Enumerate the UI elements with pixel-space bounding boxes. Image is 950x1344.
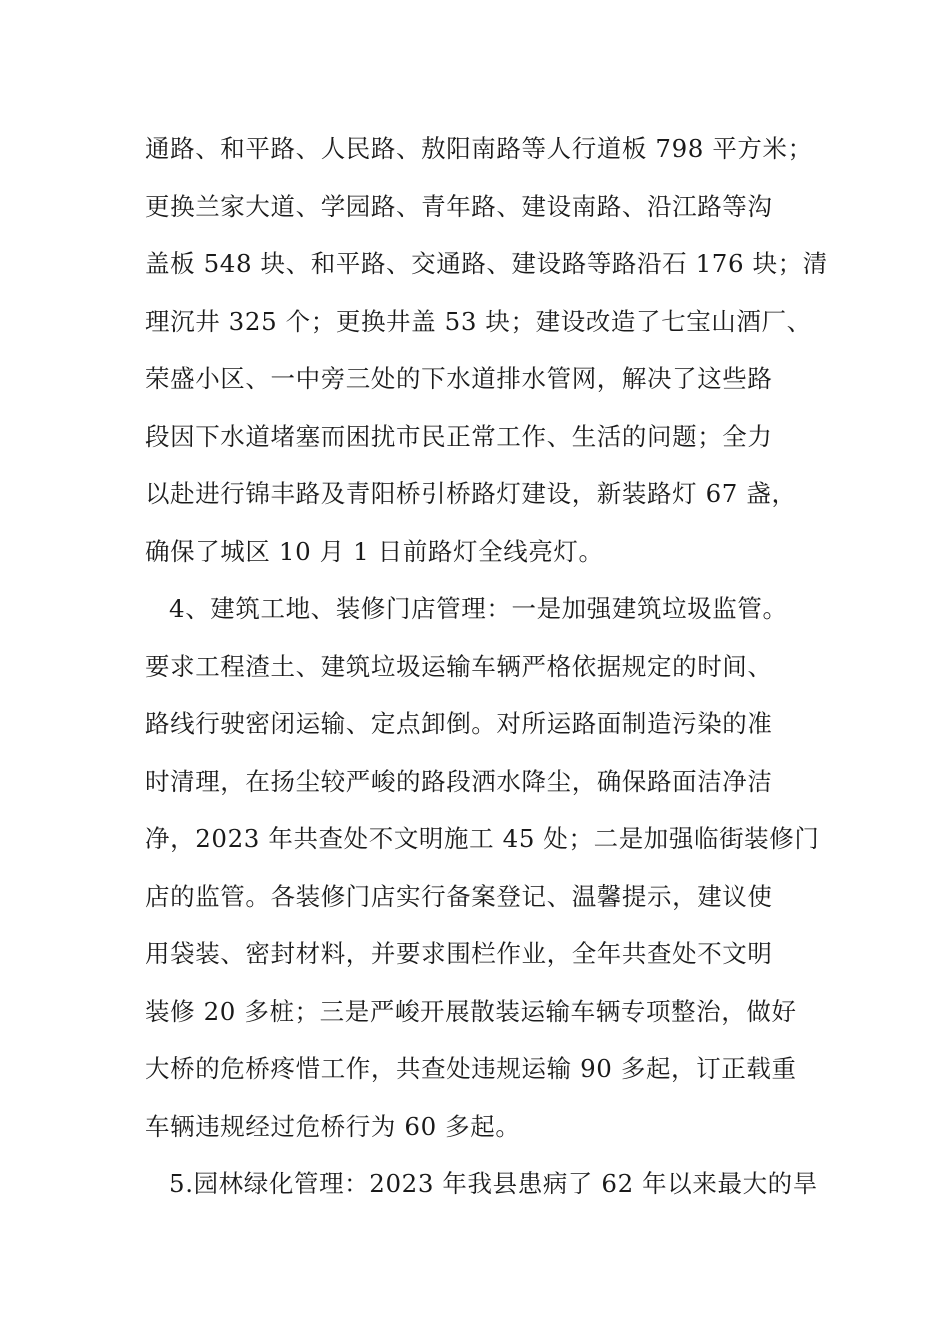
- text-line: 荣盛小区、一中旁三处的下水道排水管网，解决了这些路: [145, 364, 773, 393]
- text-line: 大桥的危桥疼惜工作，共查处违规运输 90 多起，订正载重: [145, 1054, 797, 1083]
- text-line: 用袋装、密封材料，并要求围栏作业，全年共查处不文明: [145, 939, 773, 968]
- paragraph-4: [145, 580, 820, 1155]
- text-line: 段因下水道堵塞而困扰市民正常工作、生活的问题；全力: [145, 421, 773, 451]
- paragraph-3-continued: [145, 120, 828, 580]
- text-line: 路线行驶密闭运输、定点卸倒。对所运路面制造污染的准: [145, 709, 773, 738]
- text-line: 理沉井 325 个；更换井盖 53 块；建设改造了七宝山酒厂、: [145, 306, 812, 336]
- text-line: 盖板 548 块、和平路、交通路、建设路等路沿石 176 块；清: [145, 249, 828, 278]
- text-line: 时清理，在扬尘较严峻的路段洒水降尘，确保路面洁净洁: [145, 766, 773, 796]
- text-line: 更换兰家大道、学园路、青年路、建设南路、沿江路等沟: [145, 191, 773, 221]
- text-line: 装修 20 多桩；三是严峻开展散装运输车辆专项整治，做好: [145, 996, 797, 1026]
- text-line: 净，2023 年共查处不文明施工 45 处；二是加强临街装修门: [145, 824, 820, 853]
- text-line: 确保了城区 10 月 1 日前路灯全线亮灯。: [145, 536, 604, 566]
- document-body: [145, 120, 828, 1213]
- text-line: 以赴进行锦丰路及青阳桥引桥路灯建设，新装路灯 67 盏，: [145, 479, 797, 508]
- text-line: 4、建筑工地、装修门店管理：一是加强建筑垃圾监管。: [169, 594, 788, 623]
- text-line: 店的监管。各装修门店实行备案登记、温馨提示，建议使: [145, 881, 773, 911]
- text-line: 车辆违规经过危桥行为 60 多起。: [145, 1111, 521, 1141]
- text-line: 5.园林绿化管理：2023 年我县患病了 62 年以来最大的旱: [169, 1169, 818, 1198]
- text-line: 要求工程渣土、建筑垃圾运输车辆严格依据规定的时间、: [145, 651, 773, 681]
- text-line: 通路、和平路、人民路、敖阳南路等人行道板 798 平方米；: [145, 134, 813, 163]
- paragraph-5: [145, 1155, 818, 1213]
